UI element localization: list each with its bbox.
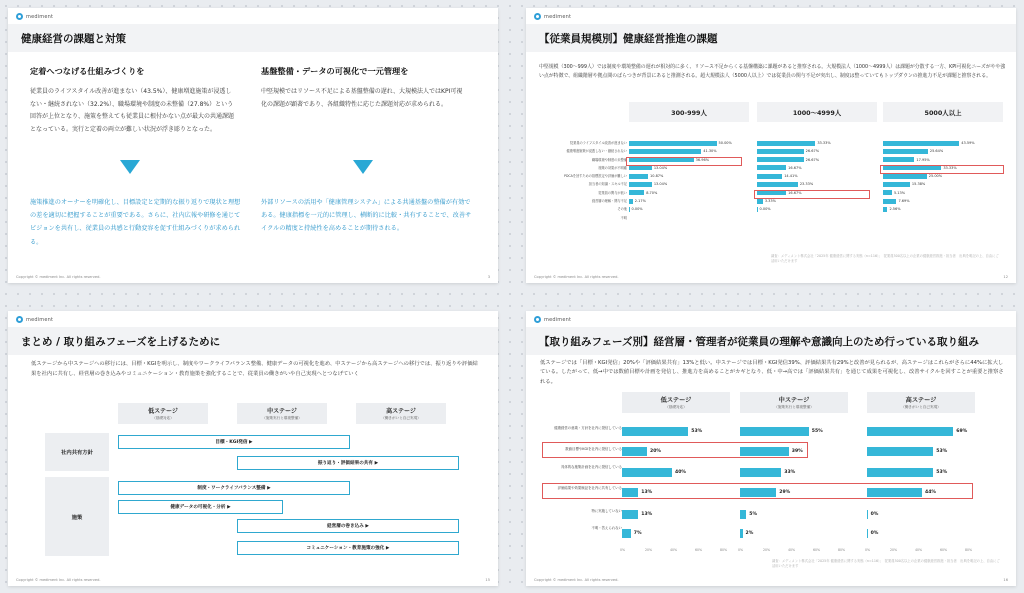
right-column	[261, 66, 466, 111]
bar-value-label: 33.33%	[943, 165, 957, 170]
bar-row	[757, 156, 877, 164]
highlight-box	[880, 165, 1004, 174]
panel-rows	[757, 139, 877, 222]
bar-row	[883, 180, 1003, 188]
lead-text: 低ステージから中ステージへの移行には、目標・KGIを明示し、制度やワークライフバランス整備、健康データの可視化を進め、中ステージから高ステージへの移行では、振り返りや評価結果を社内に共有し、経営層の巻き込みやコミュニケーション・教育施策を強化することで、従業員の働きがいや自己実現へとつなげていく	[31, 361, 478, 377]
bar-value-label: 29%	[779, 490, 791, 495]
row-label: 職場環境や制度の未整備	[591, 157, 627, 162]
bar-value-label: 13.04%	[653, 182, 668, 187]
panel-header-low	[622, 392, 730, 413]
source-note: 調査：メディメント株式会社「2025年 健康経営に関する実態（n=116）」 従業員300名以上の企業の健康経営推進・担当者 出典を明記の上、自由にご活用いただけます	[772, 559, 1000, 568]
lead-text: 低ステージでは「目標・KGI発信」20%や「評価結果共有」13%と低い。中ステージでは目標・KGI発信39%、評価結果共有29%と改善が見られるが、高ステージはこれらがさらに44%に拡大している。したがって、低→中では数値目標や計画を発信し、推進力を高めることがカギとなり、低・中→高では「評価結果共有」を通じて成果を可視化し、改善サイクルを回すことが重要と推察される。	[540, 360, 1004, 385]
brand-logo	[16, 316, 53, 323]
row-label: 従業員の関与が低い	[598, 190, 627, 195]
brand-logo	[534, 316, 571, 323]
stage-mid	[237, 403, 327, 424]
bar	[757, 165, 786, 170]
x-tick-label: 80%	[838, 548, 846, 552]
stage-name: 低ステージ	[148, 408, 178, 415]
panel-300-999	[629, 102, 749, 242]
row-labels	[539, 139, 627, 222]
bar	[622, 427, 688, 436]
bar-row	[883, 147, 1003, 155]
panel-header: 1000〜4999人	[757, 102, 877, 122]
slide-title: 【従業員規模別】健康経営推進の課題	[539, 32, 718, 45]
stage-low	[118, 403, 208, 424]
panel-header: 300-999人	[629, 102, 749, 122]
bar-value-label: 43.59%	[961, 141, 975, 145]
page-number: 16	[1003, 578, 1008, 582]
copyright: Copyright © mediment Inc. All rights reserved.	[534, 578, 619, 582]
highlight-box	[626, 157, 742, 166]
bar-value-label: 53%	[936, 449, 948, 454]
left-body: 従業員のライフスタイル改善が進まない（43.5%）、健康増進施策が浸透しない・継続されない（32.2%）、職場環境や制度の未整備（27.8%）という回答が上位となり、施策を整えても従業員に根付かない点が最大の共通課題となっている。実行と定着の両立が難しい状況が浮き彫りとなった。	[30, 88, 235, 133]
action-communication: コミュニケーション・教育施策の強化 ▶	[237, 541, 459, 555]
bar-value-label: 5%	[749, 512, 758, 517]
copyright: Copyright © mediment Inc. All rights reserved.	[534, 275, 619, 279]
slide-phase-initiatives[interactable]	[526, 311, 1016, 586]
bar-value-label: 15.38%	[911, 182, 926, 187]
row-label: 従業員のライフスタイル改善が進まない	[570, 141, 627, 145]
bar-value-label: 13.04%	[653, 165, 668, 170]
action-share-results: 振り返り・評価結果の共有 ▶	[237, 456, 459, 470]
bar	[629, 149, 701, 154]
bar-row	[757, 164, 877, 172]
stage-sub: （働きがいと自己実現）	[381, 416, 421, 420]
panel-header: 5000人以上	[883, 102, 1003, 122]
bar-row	[629, 189, 749, 197]
bar	[740, 488, 776, 497]
bar	[757, 207, 758, 212]
bar-value-label: 16.67%	[788, 190, 802, 195]
bar-value-label: 7.69%	[898, 199, 910, 204]
panel-name: 低ステージ	[660, 397, 692, 404]
bar-value-label: 2.56%	[889, 207, 901, 212]
brand-logo-icon	[16, 316, 23, 323]
x-tick-label: 80%	[720, 548, 728, 552]
copyright: Copyright © mediment Inc. All rights reserved.	[16, 578, 101, 582]
copyright: Copyright © mediment Inc. All rights reserved.	[16, 275, 101, 279]
bar	[867, 447, 933, 456]
title-band	[526, 24, 1016, 52]
bar	[867, 427, 953, 436]
panel-name: 中ステージ	[778, 397, 810, 404]
panel-rows	[883, 139, 1003, 222]
bar	[740, 447, 789, 456]
row-label: 具体的な施策計画を社内に発信している	[560, 465, 622, 469]
bar	[740, 427, 809, 436]
slide-health-management-issues[interactable]	[8, 8, 498, 283]
category-policy: 社内共有方針	[45, 433, 109, 471]
bar	[740, 510, 746, 519]
panel-name: 高ステージ	[905, 397, 937, 404]
bar-value-label: 50.00%	[718, 141, 732, 145]
x-tick-label: 20%	[645, 548, 653, 552]
bar	[629, 174, 648, 179]
bar-value-label: 3.33%	[764, 199, 776, 204]
brand-logo	[16, 13, 53, 20]
bar-value-label: 25.00%	[928, 174, 943, 179]
brand-logo-text: mediment	[544, 316, 572, 323]
brand-logo-text: mediment	[26, 13, 54, 20]
bar	[629, 165, 652, 170]
bar-row	[883, 205, 1003, 213]
panel-header-mid	[740, 392, 848, 413]
bar-value-label: 69%	[956, 429, 968, 434]
bar-row	[883, 139, 1003, 147]
page-number: 3	[487, 275, 490, 279]
bar-row	[629, 180, 749, 188]
bar	[757, 157, 804, 162]
right-solution: 外部リソースの活用や「健康管理システム」による共通基盤の整備が有効である。健康指標を一元的に管理し、横断的に比較・共有することで、改善サイクルの精度と持続性を高めることが期待される。	[261, 199, 472, 233]
action-goal-kgi: 目標・KGI発信 ▶	[118, 435, 350, 449]
x-tick-label: 0%	[738, 548, 744, 552]
x-tick-label: 80%	[965, 548, 973, 552]
bar	[867, 529, 868, 538]
bar	[740, 529, 743, 538]
bar	[883, 149, 928, 154]
brand-logo-icon	[534, 13, 541, 20]
brand-logo-text: mediment	[26, 316, 54, 323]
bar-row	[757, 214, 877, 222]
bar	[883, 190, 892, 195]
row-label: 経営層の理解・関与不足	[591, 199, 627, 204]
bar-value-label: 25.64%	[929, 149, 944, 154]
bar	[883, 199, 896, 204]
stage-name: 高ステージ	[386, 408, 416, 415]
bar	[757, 199, 763, 204]
bar-value-label: 0.00%	[631, 207, 643, 212]
category-measures: 施策	[45, 477, 109, 556]
slide-title: 健康経営の課題と対策	[21, 32, 126, 45]
bar-value-label: 33%	[784, 470, 796, 475]
x-tick-label: 20%	[763, 548, 771, 552]
bar-value-label: 5.13%	[893, 190, 906, 195]
bar-row	[883, 214, 1003, 222]
brand-logo-text: mediment	[544, 13, 572, 20]
bar-value-label: 13%	[641, 512, 653, 517]
bar	[867, 488, 922, 497]
slide-size-issues[interactable]	[526, 8, 1016, 283]
action-executive-involve: 経営層の巻き込み ▶	[237, 519, 459, 533]
x-tick-label: 40%	[670, 548, 678, 552]
page-number: 12	[1003, 275, 1008, 279]
bar-row	[629, 214, 749, 222]
x-tick-label: 40%	[788, 548, 796, 552]
bar-value-label: 14.41%	[784, 174, 798, 179]
bar-value-label: 23.33%	[799, 182, 814, 187]
bar-row	[629, 147, 749, 155]
x-tick-label: 0%	[865, 548, 871, 552]
brand-logo-icon	[534, 316, 541, 323]
row-label: 担当者の知識・スキル不足	[588, 182, 627, 187]
bar	[883, 207, 887, 212]
row-label: 不明	[620, 215, 627, 220]
page-number: 15	[485, 578, 490, 582]
bar-value-label: 20%	[650, 449, 661, 454]
bar-value-label: 8.70%	[646, 190, 658, 195]
slide-title: 【取り組みフェーズ別】経営層・管理者が従業員の理解や意識向上のため行っている取り組み	[539, 335, 979, 348]
bar	[740, 468, 781, 477]
left-solution: 施策推進のオーナーを明確化し、目標設定と定期的な振り返りで現状と理想の差を適切に把握することが重要である。さらに、社内広報や研修を通じてビジョンを共有し、従業員の共感と行動変容を促す仕組みづくりが求められる。	[30, 199, 241, 246]
bar-row	[629, 172, 749, 180]
bar	[622, 488, 638, 497]
x-tick-label: 60%	[695, 548, 703, 552]
x-tick-label: 0%	[620, 548, 626, 552]
bar-row	[883, 197, 1003, 205]
bar	[867, 468, 933, 477]
row-label: その他	[617, 207, 627, 212]
bar-row	[629, 205, 749, 213]
left-heading: 定着へつなげる仕組みづくりを	[30, 66, 145, 76]
left-column	[30, 66, 235, 136]
highlight-box	[754, 190, 870, 199]
bar-value-label: 55%	[811, 429, 823, 434]
bar-value-label: 0%	[870, 512, 879, 517]
bar-row	[883, 189, 1003, 197]
right-body: 中堅規模ではリソース不足による基盤整備の遅れ、大規模法人ではKPI可視化の課題が顕著であり、各組織特性に応じた課題対応が求められる。	[261, 88, 463, 108]
bar	[757, 182, 798, 187]
bar	[757, 149, 804, 154]
row-label: 特に実施していない	[591, 509, 622, 513]
bar-row	[757, 172, 877, 180]
brand-logo-icon	[16, 13, 23, 20]
x-tick-label: 60%	[813, 548, 821, 552]
panel-sub: （施策実行と環境整備）	[774, 405, 814, 409]
bar-value-label: 2%	[745, 531, 754, 536]
stage-high	[356, 403, 446, 424]
slide-title: まとめ / 取り組みフェーズを上げるために	[21, 335, 221, 348]
bar-value-label: 53%	[691, 429, 703, 434]
bar-value-label: 41.30%	[703, 149, 717, 154]
bar-value-label: 44%	[925, 490, 936, 495]
bar-value-label: 2.17%	[634, 199, 646, 204]
bar	[622, 468, 672, 477]
bar-value-label: 0%	[870, 531, 879, 536]
bar-value-label: 36.96%	[695, 157, 710, 162]
stage-sub: （基礎対応）	[152, 416, 174, 420]
bar-row	[757, 147, 877, 155]
down-arrow-icon	[120, 160, 140, 174]
bar	[757, 174, 782, 179]
bar	[629, 207, 630, 212]
bar-value-label: 16.67%	[788, 165, 802, 170]
bar	[757, 141, 815, 146]
panel-1000-4999	[757, 102, 877, 242]
bar-value-label: 13%	[641, 490, 653, 495]
row-label: 健康経営の意義・方針を社内に発信している	[554, 426, 622, 430]
stage-name: 中ステージ	[267, 408, 297, 415]
bar	[629, 199, 633, 204]
x-tick-label: 20%	[890, 548, 898, 552]
panel-header-high	[867, 392, 975, 413]
bar	[883, 141, 959, 146]
x-tick-label: 60%	[940, 548, 948, 552]
bar-value-label: 39%	[791, 449, 803, 454]
brand-logo	[534, 13, 571, 20]
bar	[622, 529, 631, 538]
bar	[629, 182, 652, 187]
title-band	[526, 327, 1016, 355]
bar-value-label: 40%	[675, 470, 686, 475]
source-note: 調査：メディメント株式会社「2025年 健康経営に関する実態（n=116）」 従業員300名以上の企業の健康経営推進・担当者 出典を明記の上、自由にご活用いただけます	[771, 254, 999, 263]
bar-row	[629, 197, 749, 205]
row-label: 不明・答えられない	[591, 526, 622, 530]
bar-row	[757, 205, 877, 213]
bar-value-label: 26.67%	[805, 157, 820, 162]
x-tick-label: 40%	[915, 548, 923, 552]
bar	[883, 174, 927, 179]
bar	[622, 510, 638, 519]
bar-value-label: 7%	[633, 531, 642, 536]
bar	[883, 182, 910, 187]
bar-value-label: 10.87%	[650, 174, 664, 179]
bar-value-label: 26.67%	[805, 149, 820, 154]
panel-sub: （働きがいと自己実現）	[901, 405, 941, 409]
bar	[629, 190, 644, 195]
action-system-wlb: 制度・ワークライフバランス整備 ▶	[118, 481, 350, 495]
bar-row	[757, 180, 877, 188]
right-heading: 基盤整備・データの可視化で一元管理を	[261, 66, 409, 76]
title-band	[8, 24, 498, 52]
stage-sub: （施策実行と環境整備）	[262, 416, 302, 420]
panel-sub: （基礎対応）	[665, 405, 687, 409]
panel-rows	[629, 139, 749, 222]
bar	[883, 157, 914, 162]
row-label: 健康増進施策が浸透しない・継続されない	[566, 149, 627, 154]
bar-row	[629, 139, 749, 147]
action-data-visualize: 健康データの可視化・分析 ▶	[118, 500, 283, 514]
bar-row	[883, 156, 1003, 164]
lead-text: 中堅規模（300〜999人）では制度や環境整備の遅れが相対的に多く、リソース不足からくる基盤構築に課題があると推察される。大規模法人（1000〜4999人）は課題が分散する一方、KPI可視化ニーズがやや強い点が特徴で、組織階層や拠点間のばらつきが背景にあると推測される。超大規模法人（5000人以上）では従業員の関与不足が突出し、制度は整っていてもトップダウンの推進力不足が課題と推察される。	[539, 64, 1006, 79]
bar-value-label: 53%	[936, 470, 948, 475]
bar	[629, 141, 717, 146]
row-label: 数値目標やKGIを社内に発信している	[565, 447, 622, 451]
down-arrow-icon	[353, 160, 373, 174]
bar-value-label: 0.00%	[759, 207, 771, 212]
bar-row	[757, 139, 877, 147]
bar	[867, 510, 868, 519]
row-label: PDCAを回すための指標設定や評価が難しい	[564, 174, 627, 179]
row-label: 評価結果や効果検証を社内に共有している	[557, 486, 622, 490]
slide-summary-phases[interactable]	[8, 311, 498, 586]
row-label: 施策の効果が不明確	[598, 165, 627, 170]
bar-value-label: 33.33%	[817, 141, 831, 145]
title-band	[8, 327, 498, 355]
bar-value-label: 17.95%	[916, 157, 930, 162]
bar	[622, 447, 647, 456]
